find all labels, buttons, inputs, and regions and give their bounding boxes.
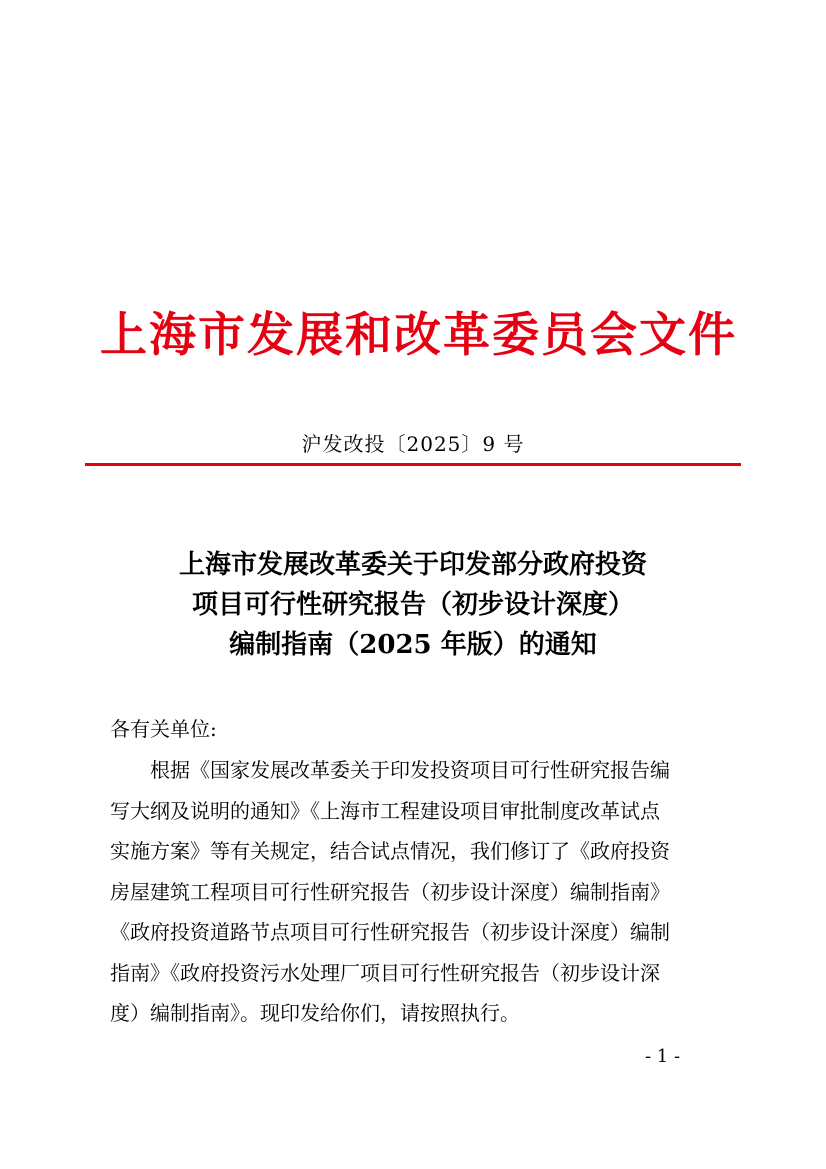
notice-title-line: 上海市发展改革委关于印发部分政府投资 (178, 550, 647, 580)
body-line: 度）编制指南》。现印发给你们，请按照执行。 (110, 1001, 520, 1025)
body-line: 房屋建筑工程项目可行性研究报告（初步设计深度）编制指南》 (110, 879, 670, 904)
body-line: 《政府投资道路节点项目可行性研究报告（初步设计深度）编制 (110, 920, 670, 944)
body-line: 根据《国家发展改革委关于印发投资项目可行性研究报告编 (150, 758, 670, 782)
salutation: 各有关单位: (110, 717, 217, 741)
body-line: 指南》《政府投资污水处理厂项目可行性研究报告（初步设计深 (110, 960, 660, 985)
body-line: 实施方案》等有关规定，结合试点情况，我们修订了《政府投资 (110, 839, 670, 863)
body-text (110, 750, 720, 1034)
page-number: - 1 - (645, 1046, 681, 1067)
document-number: 沪发改投〔2025〕9 号 (301, 432, 525, 456)
body-line: 写大纲及说明的通知》《上海市工程建设项目审批制度改革试点 (110, 798, 660, 823)
notice-title-line: 编制指南（2025 年版）的通知 (229, 630, 597, 660)
masthead-title: 上海市发展和改革委员会文件 (100, 308, 737, 363)
notice-title-line: 项目可行性研究报告（初步设计深度） (191, 590, 634, 620)
notice-title (90, 545, 736, 665)
red-divider-line (85, 463, 741, 466)
